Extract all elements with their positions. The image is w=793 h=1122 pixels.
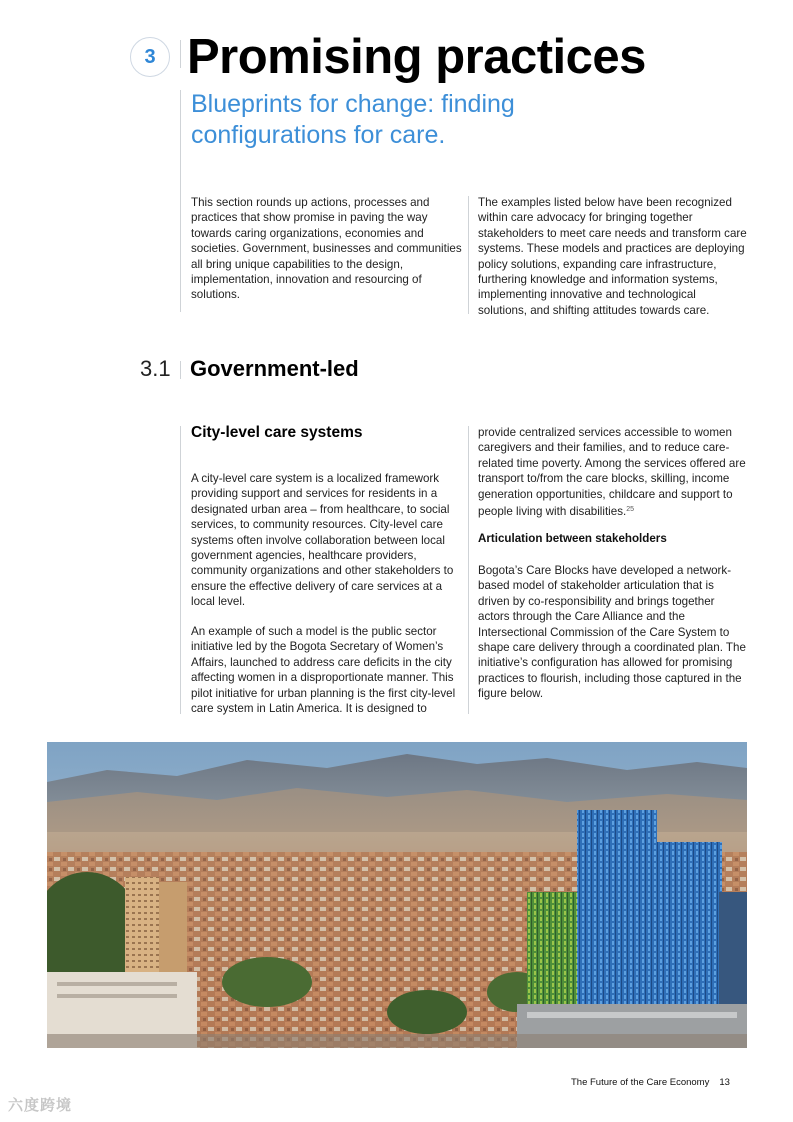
city-care-paragraph-2: An example of such a model is the public sector initiative led by the Bogota Secretary of Women’s Affairs, launched to address care deficits in the city affecting women in a disproportionate manner. This pilot initiative for urban planning is the first city-level care system in Latin America. It is designed to: [191, 625, 456, 716]
chapter-number-badge: [130, 37, 170, 77]
page-title: Promising practices: [187, 30, 646, 84]
city-skyline-illustration: [47, 742, 747, 1048]
section-column-divider: [468, 426, 469, 714]
articulation-heading: Articulation between stakeholders: [478, 532, 667, 545]
section-left-divider: [180, 426, 181, 714]
chapter-number: 3: [144, 45, 156, 68]
section-title: Government-led: [190, 356, 359, 381]
footnote-reference[interactable]: 25: [626, 506, 635, 514]
right-paragraph-1: [478, 425, 748, 519]
bogota-city-photo: [47, 742, 747, 1048]
intro-column-divider: [468, 196, 469, 314]
intro-right-paragraph: The examples listed below have been recognized within care advocacy for bringing together stakeholders to meet care needs and transform care systems. These models and practices are deploying policy solutions, expanding care infrastructure, furthering knowledge and information systems, implementing innovative and technological solutions, and shifting attitudes towards care.: [478, 196, 747, 317]
right-paragraph-1-text: provide centralized services accessible to women caregivers and their families, and to reduce care-related time poverty. Among the services offered are transport to/from the care blocks, skilling, income generation opportunities, childcare and support to people living with disabilities.: [478, 426, 746, 519]
intro-left-paragraph: This section rounds up actions, processes and practices that show promise in paving the way towards caring organizations, economies and societies. Government, businesses and communities all bring unique capabilities to the design, implementation, innovation and resourcing of solutions.: [191, 196, 462, 302]
page-subtitle: Blueprints for change: finding configurations for care.: [191, 90, 515, 149]
page-number: 13: [719, 1077, 730, 1088]
watermark: 六度跨境: [8, 1097, 73, 1114]
subsection-heading: City-level care systems: [191, 424, 363, 441]
title-divider-line: [180, 40, 181, 68]
city-care-paragraph-1: A city-level care system is a localized framework providing support and services for residents in a designated urban area – from healthcare, to social services, to community resources. City-level care systems often involve collaboration between local government agencies, healthcare providers, community organizations and other stakeholders to ensure the effective delivery of care services at a local level.: [191, 472, 454, 609]
right-paragraph-2: Bogota’s Care Blocks have developed a network-based model of stakeholder articulation that is driven by co-responsibility and brings together actors through the Care Alliance and the Intersectional Commission of the Care System to shape care delivery through a coordinated plan. The initiative’s configuration has allowed for promising practices to flourish, including those captured in the figure below.: [478, 564, 746, 701]
subtitle-divider-line: [180, 90, 181, 312]
page-footer: [571, 1077, 730, 1088]
publication-title: The Future of the Care Economy: [571, 1077, 710, 1088]
section-number: 3.1: [140, 356, 171, 381]
section-number-divider: [180, 361, 181, 379]
